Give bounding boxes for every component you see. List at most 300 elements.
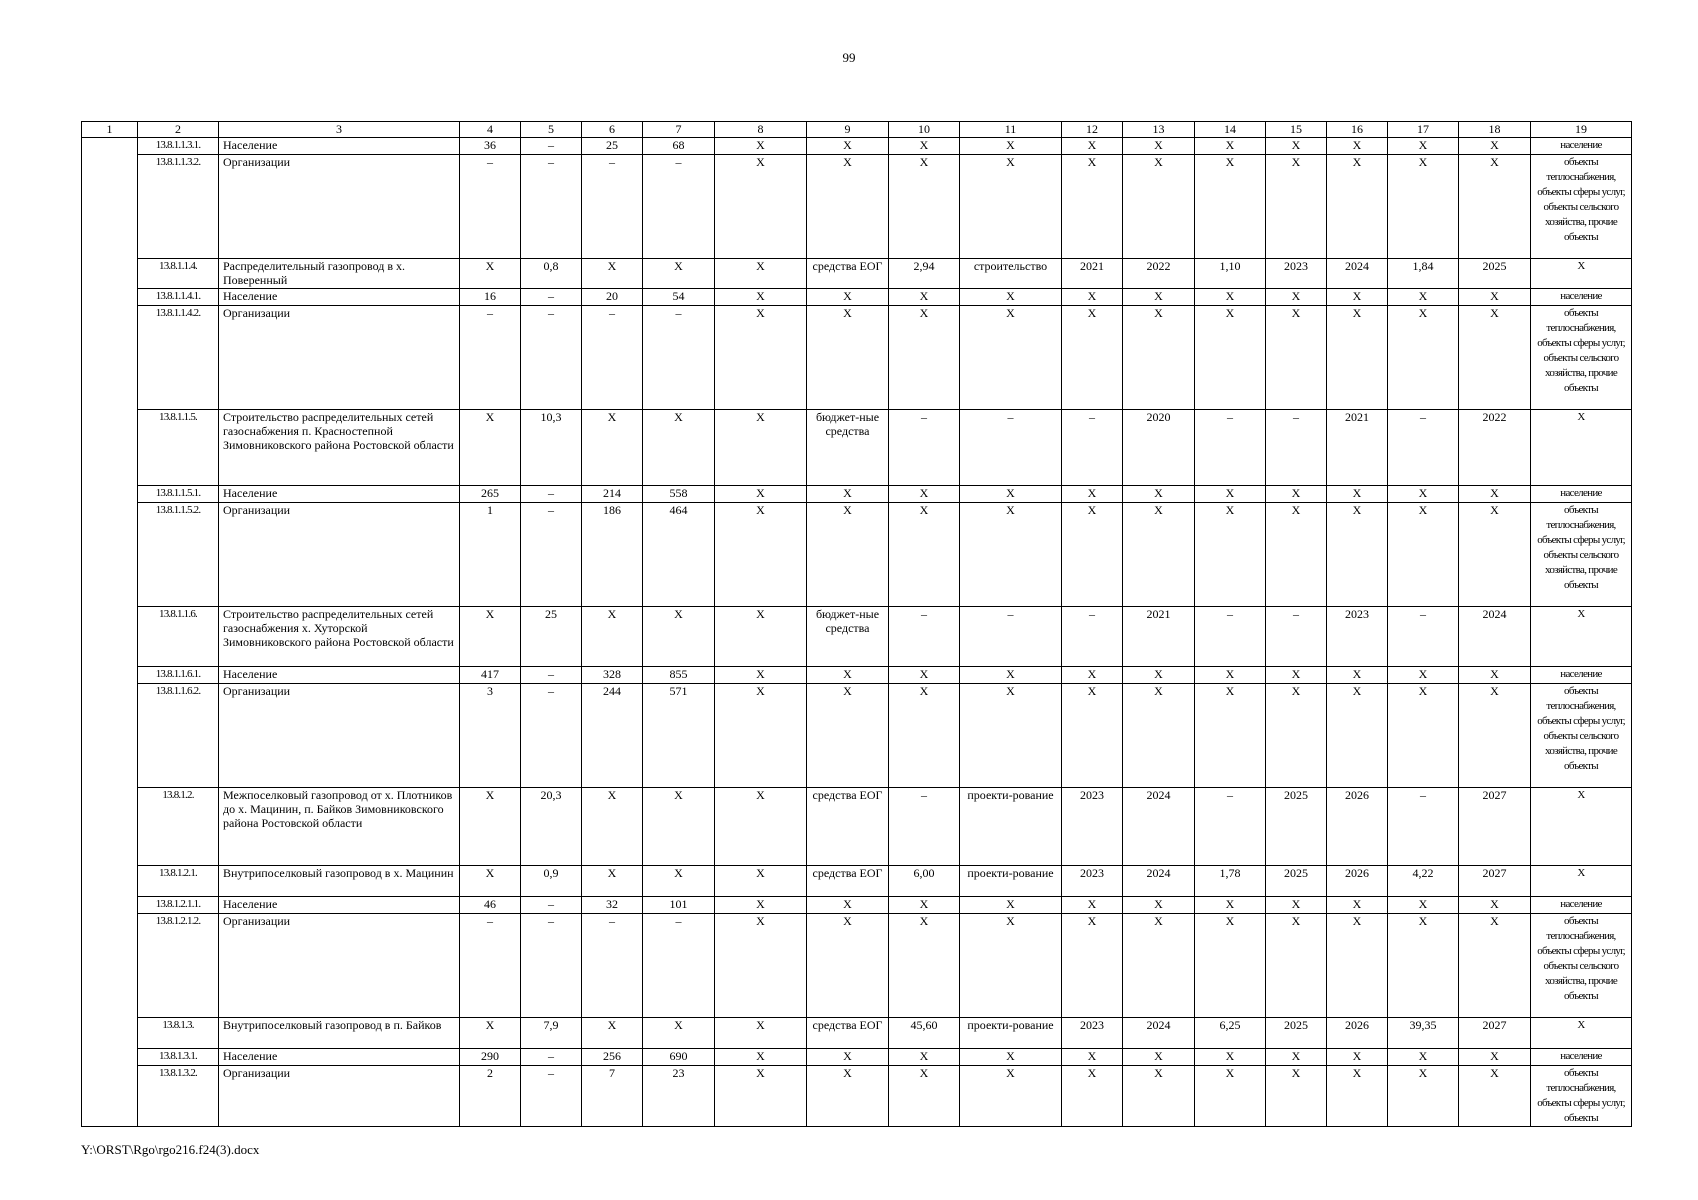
row-code: 13.8.1.3.1. [138,1049,219,1066]
table-cell: средства ЕОГ [807,1018,889,1049]
table-cell: Х [1123,486,1195,503]
data-table [81,121,1632,1127]
row-code: 13.8.1.1.4.1. [138,289,219,306]
table-cell: Х [1327,306,1388,410]
table-cell: Х [1123,1049,1195,1066]
table-cell: Х [1459,684,1531,788]
table-cell: Х [1459,486,1531,503]
row-purpose: Х [1531,607,1632,667]
table-cell: 20,3 [521,788,582,866]
row-name: Организации [219,914,460,1018]
table-cell: 32 [582,897,643,914]
table-cell: Х [460,410,521,486]
row-code: 13.8.1.2. [138,788,219,866]
table-cell: Х [889,684,960,788]
table-cell: Х [1266,684,1327,788]
row-purpose: Х [1531,259,1632,289]
table-cell: проекти-рование [960,866,1062,897]
table-cell: – [582,155,643,259]
table-cell: – [582,306,643,410]
table-cell: 3 [460,684,521,788]
table-cell: – [521,289,582,306]
table-cell: Х [1062,289,1123,306]
table-cell: 1 [460,503,521,607]
table-cell: 23 [643,1066,715,1127]
table-row [82,259,1632,289]
table-cell: Х [889,667,960,684]
table-cell: – [460,155,521,259]
row-name: Население [219,667,460,684]
table-cell: Х [1388,138,1459,155]
row-purpose: Х [1531,866,1632,897]
table-cell: Х [1062,503,1123,607]
table-cell: Х [1327,667,1388,684]
row-purpose: население [1531,1049,1632,1066]
table-cell: Х [1195,155,1266,259]
table-cell: Х [960,914,1062,1018]
table-cell: Х [715,306,807,410]
table-cell: 25 [521,607,582,667]
table-cell: 2024 [1123,1018,1195,1049]
table-cell: 2025 [1266,866,1327,897]
row-purpose: население [1531,897,1632,914]
table-row [82,138,1632,155]
table-cell: 2021 [1327,410,1388,486]
table-cell: Х [807,1066,889,1127]
table-cell: Х [1459,306,1531,410]
table-cell: Х [1195,138,1266,155]
header-cell: 11 [960,122,1062,138]
header-cell: 14 [1195,122,1266,138]
table-cell: Х [1195,1049,1266,1066]
table-cell: Х [960,667,1062,684]
header-cell: 6 [582,122,643,138]
row-purpose: население [1531,667,1632,684]
table-cell: Х [1195,289,1266,306]
table-cell: – [521,155,582,259]
table-cell: 2026 [1327,788,1388,866]
table-cell: Х [1123,155,1195,259]
table-cell: Х [715,667,807,684]
table-cell: Х [1327,486,1388,503]
table-cell: Х [1195,503,1266,607]
table-cell: Х [715,684,807,788]
table-cell: Х [889,1066,960,1127]
row-code: 13.8.1.2.1.2. [138,914,219,1018]
table-cell: Х [1266,914,1327,1018]
table-cell: Х [1266,1066,1327,1127]
table-cell: – [1388,788,1459,866]
table-cell: – [521,503,582,607]
row-code: 13.8.1.1.6.1. [138,667,219,684]
table-cell: – [889,607,960,667]
table-cell: Х [1459,897,1531,914]
table-cell: Х [715,410,807,486]
table-cell: – [1062,410,1123,486]
table-cell: 2024 [1123,866,1195,897]
row-name: Население [219,138,460,155]
table-row [82,684,1632,788]
table-cell: – [521,138,582,155]
table-cell: Х [960,306,1062,410]
table-cell: Х [1388,486,1459,503]
row-name: Организации [219,684,460,788]
table-cell: Х [1062,306,1123,410]
table-row [82,667,1632,684]
table-cell: 290 [460,1049,521,1066]
table-cell: Х [960,897,1062,914]
table-cell: – [1062,607,1123,667]
table-cell: 0,8 [521,259,582,289]
table-row [82,410,1632,486]
table-row [82,866,1632,897]
row-name: Организации [219,503,460,607]
row-purpose: объекты теплоснабжения, объекты сферы услуг, объекты сельского хозяйства, прочие объекты [1531,503,1632,607]
table-cell: Х [1195,897,1266,914]
table-cell: Х [1123,138,1195,155]
table-cell: Х [1266,289,1327,306]
table-cell: Х [582,607,643,667]
table-cell: 328 [582,667,643,684]
row-name: Население [219,289,460,306]
table-cell: – [521,684,582,788]
table-cell: Х [1266,897,1327,914]
table-cell: Х [1062,138,1123,155]
row-purpose: объекты теплоснабжения, объекты сферы услуг, объекты сельского хозяйства, прочие объекты [1531,914,1632,1018]
table-row [82,289,1632,306]
row-code: 13.8.1.3.2. [138,1066,219,1127]
table-cell: Х [1266,306,1327,410]
table-cell: – [521,914,582,1018]
table-row [82,486,1632,503]
table-cell: 2024 [1123,788,1195,866]
row-name: Распределительный газопровод в х. Поверенный [219,259,460,289]
table-cell: Х [460,607,521,667]
row-code: 13.8.1.1.6.2. [138,684,219,788]
table-cell: 39,35 [1388,1018,1459,1049]
row-name: Организации [219,1066,460,1127]
table-cell: – [960,607,1062,667]
table-cell: 571 [643,684,715,788]
table-cell: Х [1327,684,1388,788]
table-cell: Х [715,503,807,607]
table-cell: Х [1388,306,1459,410]
table-cell: Х [643,607,715,667]
table-cell: Х [1062,486,1123,503]
table-cell: Х [807,486,889,503]
table-cell: Х [1459,667,1531,684]
table-cell: – [521,897,582,914]
table-cell: 2023 [1266,259,1327,289]
row-purpose: Х [1531,788,1632,866]
table-cell: Х [889,914,960,1018]
table-cell: Х [1266,138,1327,155]
table-cell: Х [807,897,889,914]
table-cell: Х [1195,667,1266,684]
table-cell: Х [715,1066,807,1127]
header-cell: 15 [1266,122,1327,138]
table-cell: Х [960,289,1062,306]
row-code: 13.8.1.1.4.2. [138,306,219,410]
table-cell: Х [889,155,960,259]
table-cell: 1,10 [1195,259,1266,289]
table-cell: Х [643,1018,715,1049]
table-cell: Х [960,1066,1062,1127]
table-cell: 214 [582,486,643,503]
table-cell: 2026 [1327,1018,1388,1049]
row-code: 13.8.1.2.1.1. [138,897,219,914]
header-cell: 17 [1388,122,1459,138]
table-cell: Х [1388,289,1459,306]
table-cell: проекти-рование [960,788,1062,866]
table-cell: 2025 [1266,788,1327,866]
table-cell: Х [889,503,960,607]
header-cell: 1 [82,122,138,138]
table-cell: Х [1459,1049,1531,1066]
table-cell: Х [460,259,521,289]
table-cell: Х [807,138,889,155]
row-purpose: объекты теплоснабжения, объекты сферы услуг, объекты [1531,1066,1632,1127]
table-cell: – [1266,410,1327,486]
table-row [82,607,1632,667]
table-cell: 256 [582,1049,643,1066]
table-cell: Х [1195,1066,1266,1127]
table-cell: Х [1195,486,1266,503]
header-cell: 12 [1062,122,1123,138]
table-cell: – [1388,607,1459,667]
table-cell: – [1195,410,1266,486]
table-cell: 2026 [1327,866,1388,897]
table-cell: 558 [643,486,715,503]
row-name: Внутрипоселковый газопровод в х. Мацинин [219,866,460,897]
table-cell: 265 [460,486,521,503]
table-cell: Х [960,503,1062,607]
table-cell: Х [1123,684,1195,788]
table-cell: Х [960,684,1062,788]
table-cell: Х [1195,914,1266,1018]
row-purpose: население [1531,486,1632,503]
table-cell: Х [1062,914,1123,1018]
table-cell: 186 [582,503,643,607]
table-cell: 4,22 [1388,866,1459,897]
table-cell: Х [715,289,807,306]
table-cell: Х [807,306,889,410]
row-name: Внутрипоселковый газопровод в п. Байков [219,1018,460,1049]
header-cell: 9 [807,122,889,138]
table-cell: 16 [460,289,521,306]
table-cell: – [521,667,582,684]
table-cell: Х [582,866,643,897]
table-row [82,914,1632,1018]
table-cell: Х [1327,289,1388,306]
table-cell: – [960,410,1062,486]
table-cell: Х [1327,897,1388,914]
table-cell: – [521,486,582,503]
table-cell: Х [715,259,807,289]
table-cell: – [889,788,960,866]
header-cell: 18 [1459,122,1531,138]
table-cell: Х [889,486,960,503]
table-cell: 2024 [1459,607,1531,667]
table-cell: Х [1388,1049,1459,1066]
table-cell: Х [1123,1066,1195,1127]
table-cell: – [521,1066,582,1127]
table-cell: Х [582,1018,643,1049]
table-cell: 101 [643,897,715,914]
table-cell: 2023 [1062,788,1123,866]
table-cell: Х [1459,155,1531,259]
table-cell: Х [1266,155,1327,259]
table-cell: Х [960,155,1062,259]
table-cell: 2 [460,1066,521,1127]
table-cell: 2023 [1327,607,1388,667]
table-cell: Х [807,684,889,788]
row-purpose: население [1531,138,1632,155]
table-cell: Х [1123,914,1195,1018]
header-cell: 16 [1327,122,1388,138]
table-cell: Х [807,503,889,607]
row-purpose: объекты теплоснабжения, объекты сферы услуг, объекты сельского хозяйства, прочие объекты [1531,306,1632,410]
table-cell: – [1195,788,1266,866]
table-cell: 2027 [1459,1018,1531,1049]
row-code: 13.8.1.1.3.2. [138,155,219,259]
table-cell: 2024 [1327,259,1388,289]
table-row [82,306,1632,410]
table-cell: 2025 [1266,1018,1327,1049]
table-cell: Х [643,410,715,486]
header-cell: 10 [889,122,960,138]
table-cell: Х [1062,155,1123,259]
table-cell: Х [1327,914,1388,1018]
row-code: 13.8.1.3. [138,1018,219,1049]
table-cell: 2027 [1459,788,1531,866]
table-cell: 2025 [1459,259,1531,289]
table-cell: Х [807,289,889,306]
table-cell: Х [1062,684,1123,788]
table-row [82,155,1632,259]
table-cell: Х [715,788,807,866]
table-cell: Х [715,1049,807,1066]
table-cell: средства ЕОГ [807,788,889,866]
table-cell: Х [960,486,1062,503]
table-cell: – [1388,410,1459,486]
table-cell: Х [807,1049,889,1066]
table-cell: Х [1327,138,1388,155]
row-code: 13.8.1.1.4. [138,259,219,289]
row-name: Население [219,486,460,503]
header-cell: 7 [643,122,715,138]
table-cell: бюджет-ные средства [807,607,889,667]
table-cell: Х [460,866,521,897]
table-body [82,138,1632,1127]
table-cell: Х [1266,503,1327,607]
row-purpose: объекты теплоснабжения, объекты сферы услуг, объекты сельского хозяйства, прочие объекты [1531,155,1632,259]
table-row [82,503,1632,607]
header-cell: 19 [1531,122,1632,138]
table-cell: Х [1388,503,1459,607]
table-row [82,1049,1632,1066]
row-purpose: объекты теплоснабжения, объекты сферы услуг, объекты сельского хозяйства, прочие объекты [1531,684,1632,788]
row-code: 13.8.1.1.5.2. [138,503,219,607]
table-cell: Х [715,138,807,155]
table-cell: Х [715,607,807,667]
table-cell: Х [1327,503,1388,607]
table-cell: 36 [460,138,521,155]
table-cell: 10,3 [521,410,582,486]
table-cell: Х [1327,1049,1388,1066]
row-name: Строительство распределительных сетей газоснабжения п. Красностепной Зимовниковского района Ростовской области [219,410,460,486]
table-row [82,1018,1632,1049]
table-cell: Х [889,1049,960,1066]
table-cell: 1,84 [1388,259,1459,289]
table-cell: Х [1062,1066,1123,1127]
table-cell: Х [1266,486,1327,503]
table-cell: 46 [460,897,521,914]
header-cell: 5 [521,122,582,138]
table-cell: 2023 [1062,866,1123,897]
table-cell: 690 [643,1049,715,1066]
table-cell: Х [1388,684,1459,788]
table-cell: 2027 [1459,866,1531,897]
table-cell: Х [715,866,807,897]
table-cell: Х [460,1018,521,1049]
table-cell: Х [1195,306,1266,410]
table-cell: Х [1388,897,1459,914]
table-cell: Х [1062,1049,1123,1066]
table-cell: Х [889,897,960,914]
table-cell: Х [643,259,715,289]
table-cell: Х [582,410,643,486]
table-cell: Х [643,788,715,866]
column-1-cell [82,138,138,1127]
table-cell: Х [715,897,807,914]
table-cell: 7,9 [521,1018,582,1049]
row-purpose: население [1531,289,1632,306]
table-cell: 54 [643,289,715,306]
table-cell: – [889,410,960,486]
table-cell: Х [1388,1066,1459,1127]
table-cell: 0,9 [521,866,582,897]
table-cell: 2021 [1062,259,1123,289]
table-cell: 2,94 [889,259,960,289]
header-cell: 2 [138,122,219,138]
header-row [82,122,1632,138]
table-cell: Х [715,914,807,1018]
table-cell: Х [1459,503,1531,607]
row-name: Организации [219,155,460,259]
table-cell: Х [807,914,889,1018]
table-cell: – [643,306,715,410]
table-cell: – [521,1049,582,1066]
table-cell: Х [1327,155,1388,259]
table-cell: Х [715,486,807,503]
table-cell: Х [1062,667,1123,684]
table-cell: 2022 [1459,410,1531,486]
table-cell: Х [1459,138,1531,155]
table-cell: Х [1123,897,1195,914]
table-cell: Х [889,306,960,410]
row-name: Строительство распределительных сетей газоснабжения х. Хуторской Зимовниковского района Ростовской области [219,607,460,667]
table-cell: 45,60 [889,1018,960,1049]
table-cell: – [521,306,582,410]
table-cell: 1,78 [1195,866,1266,897]
table-cell: Х [1123,306,1195,410]
table-cell: Х [1327,1066,1388,1127]
table-cell: 417 [460,667,521,684]
table-cell: средства ЕОГ [807,259,889,289]
table-cell: Х [1266,1049,1327,1066]
table-cell: Х [1388,914,1459,1018]
